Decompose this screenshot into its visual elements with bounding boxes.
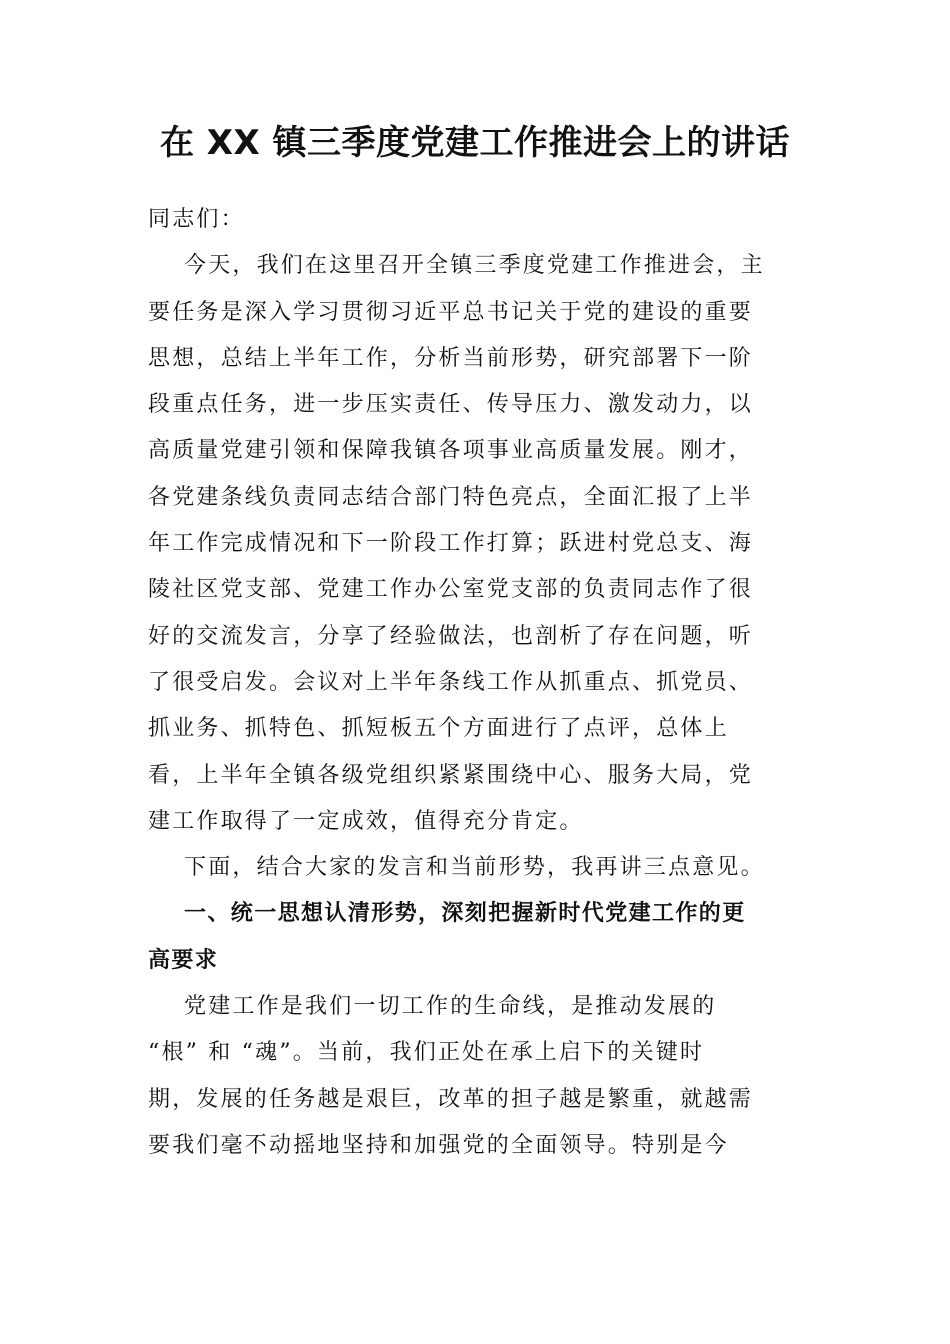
salutation: 同志们：	[148, 207, 245, 232]
document-title: 在 XX 镇三季度党建工作推进会上的讲话	[159, 123, 791, 163]
paragraph-line: 党建工作是我们一切工作的生命线，是推动发展的	[184, 994, 717, 1020]
paragraph-line: 段重点任务，进一步压实责任、传导压力、激发动力，以	[148, 392, 754, 418]
document-body	[148, 197, 798, 1169]
paragraph-opening	[148, 243, 798, 845]
paragraph-line: 今天，我们在这里召开全镇三季度党建工作推进会，主	[184, 253, 765, 279]
paragraph-line: 好的交流发言，分享了经验做法，也剖析了存在问题，听	[148, 623, 754, 649]
paragraph-line: 要我们毫不动摇地坚持和加强党的全面领导。特别是今	[148, 1132, 729, 1158]
paragraph-section-1	[148, 984, 798, 1169]
paragraph-line: 期，发展的任务越是艰巨，改革的担子越是繁重，就越需	[148, 1086, 754, 1112]
paragraph-line: 陵社区党支部、党建工作办公室党支部的负责同志作了很	[148, 577, 754, 603]
paragraph-line: 要任务是深入学习贯彻习近平总书记关于党的建设的重要	[148, 299, 754, 325]
section-heading-1	[148, 891, 798, 984]
paragraph-line: “根” 和 “魂”。当前，我们正处在承上启下的关键时	[148, 1040, 705, 1066]
paragraph-transition: 下面，结合大家的发言和当前形势，我再讲三点意见。	[184, 855, 765, 881]
paragraph-line: 年工作完成情况和下一阶段工作打算；跃进村党总支、海	[148, 531, 754, 557]
paragraph-line: 抓业务、抓特色、抓短板五个方面进行了点评，总体上	[148, 716, 729, 742]
heading-line: 高要求	[148, 947, 219, 973]
paragraph-line: 思想，总结上半年工作，分析当前形势，研究部署下一阶	[148, 345, 754, 371]
paragraph-line: 各党建条线负责同志结合部门特色亮点，全面汇报了上半	[148, 484, 754, 510]
paragraph-line: 看，上半年全镇各级党组织紧紧围绕中心、服务大局，党	[148, 762, 754, 788]
paragraph-line: 高质量党建引领和保障我镇各项事业高质量发展。刚才，	[148, 438, 754, 464]
paragraph-line: 建工作取得了一定成效，值得充分肯定。	[148, 808, 584, 834]
paragraph-line: 了很受启发。会议对上半年条线工作从抓重点、抓党员、	[148, 669, 754, 695]
heading-line: 一、统一思想认清形势，深刻把握新时代党建工作的更	[184, 901, 746, 927]
